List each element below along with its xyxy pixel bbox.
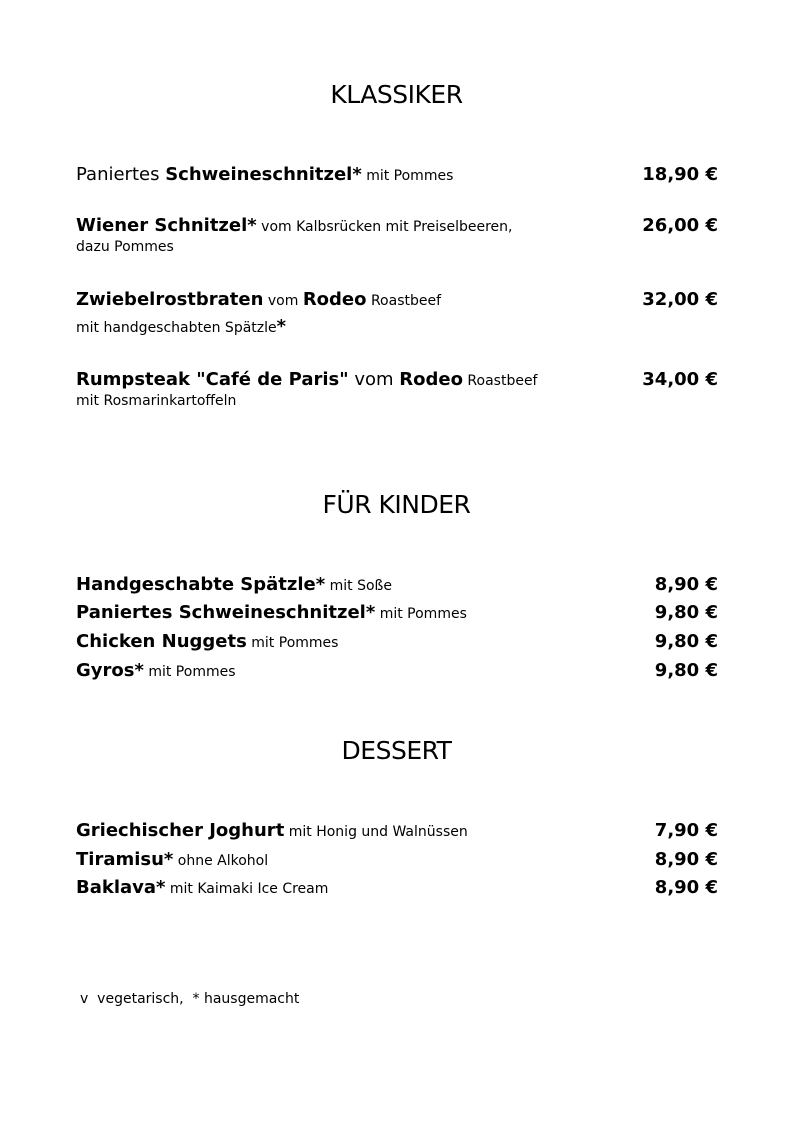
section-title-klassiker: KLASSIKER bbox=[330, 80, 463, 109]
section-title-dessert: DESSERT bbox=[341, 736, 452, 765]
item-name: Rumpsteak "Café de Paris" bbox=[76, 369, 349, 390]
item-name: Tiramisu* bbox=[76, 849, 174, 870]
item-description-line2: mit Rosmarinkartoffeln bbox=[76, 393, 237, 409]
item-description-line2: mit handgeschabten Spätzle bbox=[76, 320, 277, 336]
section-title-kinder: FÜR KINDER bbox=[322, 490, 471, 519]
item-description: mit Pommes bbox=[375, 606, 467, 622]
item-price: 32,00 € bbox=[642, 289, 718, 310]
item-description: Roastbeef bbox=[366, 293, 442, 309]
item-name: Chicken Nuggets bbox=[76, 631, 247, 652]
item-price: 8,90 € bbox=[654, 849, 718, 870]
item-description: mit Honig und Walnüssen bbox=[284, 824, 468, 840]
item-description: mit Pommes bbox=[361, 168, 454, 184]
item-name: Paniertes Schweineschnitzel* bbox=[76, 602, 376, 623]
item-description: mit Kaimaki Ice Cream bbox=[165, 881, 329, 897]
item-description-line2: dazu Pommes bbox=[76, 239, 174, 255]
legend-footnote: v vegetarisch, * hausgemacht bbox=[80, 991, 300, 1007]
item-price: 9,80 € bbox=[654, 602, 718, 623]
item-description: vom bbox=[263, 293, 303, 309]
menu-item bbox=[76, 660, 718, 681]
item-description: vom Kalbsrücken mit Preiselbeeren, bbox=[256, 219, 513, 235]
homemade-star: * bbox=[276, 316, 287, 337]
menu-item bbox=[76, 289, 718, 337]
item-name: Griechischer Joghurt bbox=[76, 820, 285, 841]
menu-item bbox=[76, 215, 718, 255]
menu-item bbox=[76, 631, 718, 652]
item-description: mit Soße bbox=[325, 578, 392, 594]
menu-item bbox=[76, 849, 718, 870]
item-price: 7,90 € bbox=[654, 820, 718, 841]
item-brand: Rodeo bbox=[302, 289, 367, 310]
item-description: ohne Alkohol bbox=[173, 853, 269, 869]
item-price: 8,90 € bbox=[654, 574, 718, 595]
item-brand: Rodeo bbox=[399, 369, 463, 390]
item-name: Baklava* bbox=[76, 877, 166, 898]
menu-item bbox=[76, 574, 718, 595]
menu-item bbox=[76, 369, 718, 409]
menu-item bbox=[76, 602, 718, 623]
item-price: 8,90 € bbox=[654, 877, 718, 898]
item-connector: vom bbox=[348, 369, 400, 390]
item-description: Roastbeef bbox=[462, 373, 538, 389]
item-price: 9,80 € bbox=[654, 660, 718, 681]
item-description: mit Pommes bbox=[143, 664, 236, 680]
item-name: Schweineschnitzel* bbox=[165, 164, 362, 185]
item-price: 9,80 € bbox=[654, 631, 718, 652]
item-name: Gyros* bbox=[76, 660, 144, 681]
item-price: 26,00 € bbox=[642, 215, 718, 236]
item-price: 18,90 € bbox=[642, 164, 718, 185]
item-description: mit Pommes bbox=[246, 635, 339, 651]
menu-item bbox=[76, 164, 718, 185]
item-price: 34,00 € bbox=[642, 369, 718, 390]
item-name: Wiener Schnitzel* bbox=[76, 215, 257, 236]
item-prefix: Paniertes bbox=[76, 164, 166, 185]
menu-item bbox=[76, 820, 718, 841]
item-name: Handgeschabte Spätzle* bbox=[76, 574, 326, 595]
menu-item bbox=[76, 877, 718, 898]
item-name: Zwiebelrostbraten bbox=[76, 289, 264, 310]
